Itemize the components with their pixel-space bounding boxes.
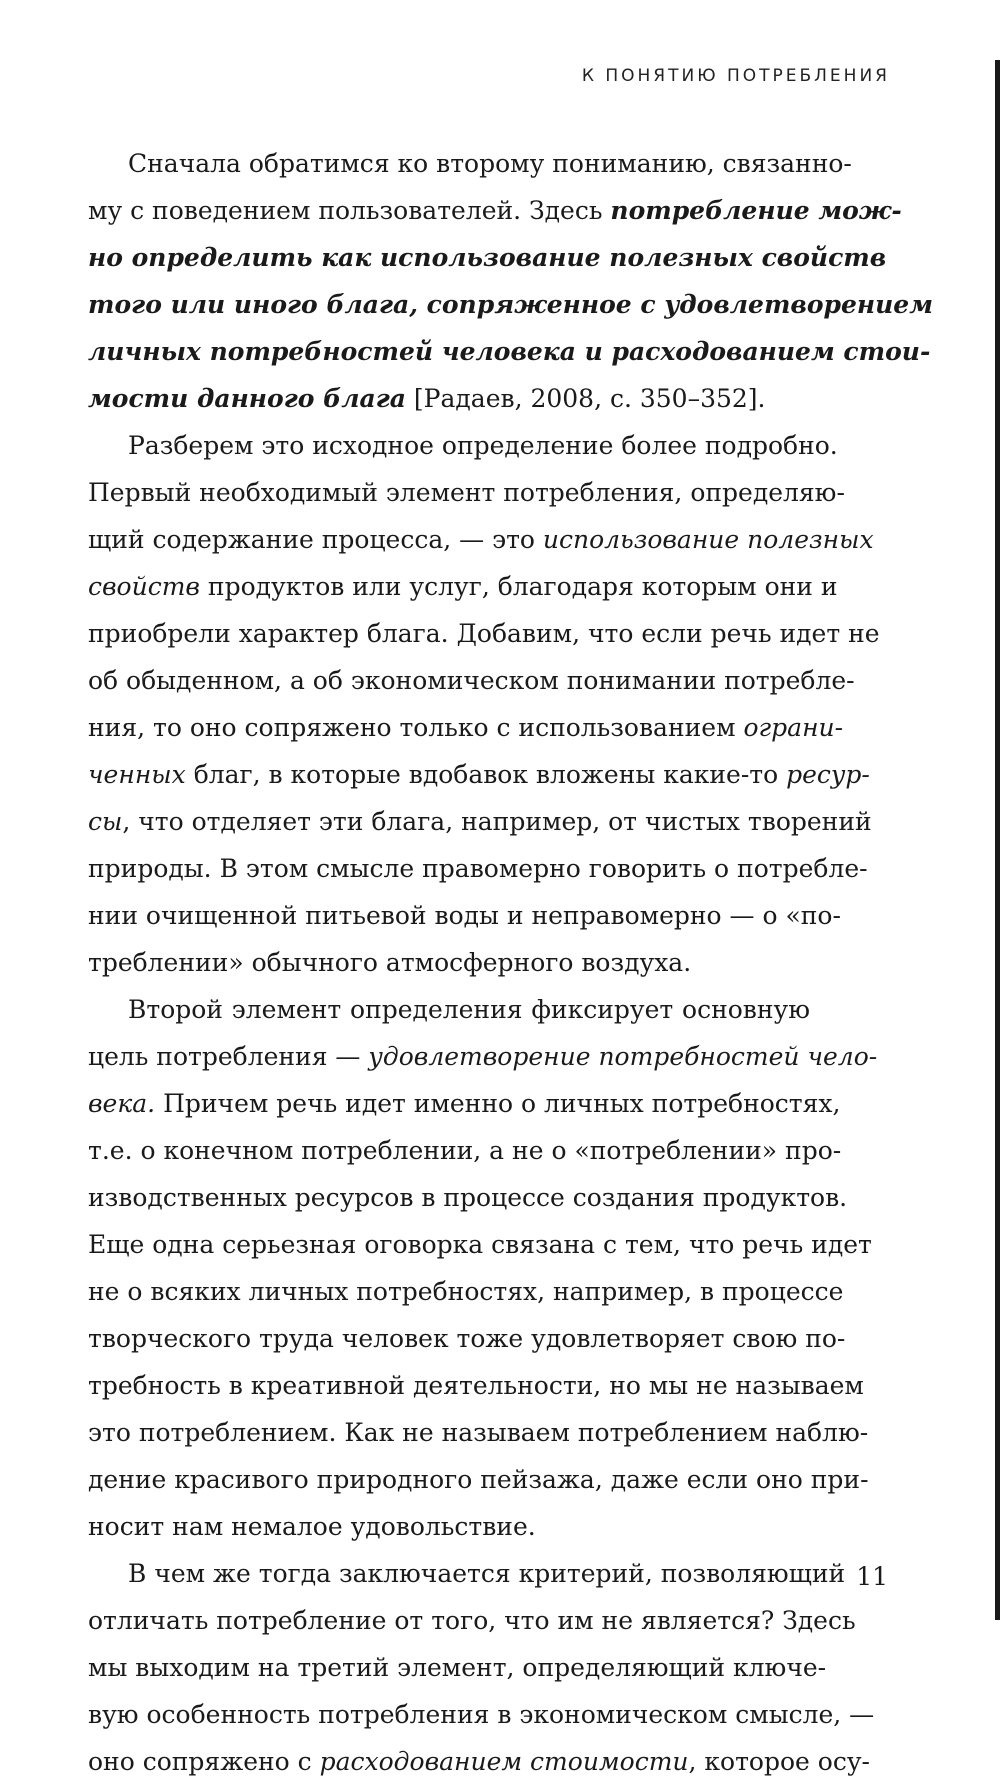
bold-italic-span: потребление мож-: [610, 196, 902, 225]
text-line: [88, 1550, 846, 1597]
page-number: 11: [856, 1562, 888, 1591]
text-span: носит нам немалое удовольствие.: [88, 1512, 536, 1541]
text-span: природы. В этом смысле правомерно говорить о потребле-: [88, 854, 868, 883]
italic-span: века.: [88, 1089, 156, 1118]
text-span: щий содержание процесса, — это: [88, 525, 543, 554]
text-line: [88, 1503, 810, 1550]
text-line: [88, 469, 845, 516]
text-line: [88, 704, 844, 751]
text-span: Еще одна серьезная оговорка связана с тем, что речь идет: [88, 1230, 872, 1259]
text-span: оно сопряжено с: [88, 1747, 320, 1776]
text-line: [88, 845, 868, 892]
text-line: [88, 1644, 827, 1691]
text-span: нии очищенной питьевой воды и неправомерно — о «по-: [88, 901, 841, 930]
text-line: [88, 516, 874, 563]
text-line: [88, 1221, 872, 1268]
text-line: [88, 1691, 875, 1738]
italic-span: ченных: [88, 760, 186, 789]
text-span: мы выходим на третий элемент, определяющий ключе-: [88, 1653, 827, 1682]
text-span: это потреблением. Как не называем потреблением наблю-: [88, 1418, 869, 1447]
italic-span: свойств: [88, 572, 200, 601]
bold-italic-span: мости данного блага: [88, 384, 406, 413]
text-line: [88, 892, 841, 939]
text-span: отличать потребление от того, что им не является? Здесь: [88, 1606, 856, 1635]
text-span: изводственных ресурсов в процессе создания продуктов.: [88, 1183, 848, 1212]
text-span: , которое осу-: [688, 1747, 870, 1776]
text-span: треблении» обычного атмосферного воздуха.: [88, 948, 692, 977]
text-line: [88, 1127, 842, 1174]
text-line: [88, 1080, 841, 1127]
text-line: [88, 1409, 869, 1456]
text-span: вую особенность потребления в экономическом смысле, —: [88, 1700, 875, 1729]
text-line: [88, 939, 810, 986]
text-span: Второй элемент определения фиксирует основную: [128, 995, 810, 1024]
text-span: цель потребления —: [88, 1042, 369, 1071]
text-line: [88, 1268, 844, 1315]
text-span: ния, то оно сопряжено только с использованием: [88, 713, 744, 742]
text-line: [88, 751, 870, 798]
text-line: [88, 281, 933, 328]
text-line: [88, 1174, 848, 1221]
text-line: [88, 563, 838, 610]
text-span: т.е. о конечном потреблении, а не о «потреблении» про-: [88, 1136, 842, 1165]
italic-span: расходованием стоимости: [319, 1747, 689, 1776]
text-line: [88, 375, 810, 422]
text-span: дение красивого природного пейзажа, даже если оно при-: [88, 1465, 869, 1494]
text-line: [88, 610, 880, 657]
italic-span: использование полезных: [542, 525, 874, 554]
text-line: [88, 657, 855, 704]
text-line: [88, 1597, 856, 1644]
italic-span: ресур-: [786, 760, 870, 789]
text-line: [88, 187, 902, 234]
text-span: В чем же тогда заключается критерий, позволяющий: [128, 1559, 846, 1588]
text-span: [Радаев, 2008, с. 350–352].: [405, 384, 766, 413]
text-line: [88, 328, 931, 375]
text-span: продуктов или услуг, благодаря которым они и: [199, 572, 838, 601]
text-line: [88, 986, 810, 1033]
italic-span: удовлетворение потребностей чело-: [368, 1042, 878, 1071]
text-line: [88, 1362, 864, 1409]
text-line: [88, 1033, 878, 1080]
text-line: [88, 422, 838, 469]
text-span: Разберем это исходное определение более подробно.: [128, 431, 838, 460]
text-span: об обыденном, а об экономическом понимании потребле-: [88, 666, 855, 695]
italic-span: ограни-: [743, 713, 844, 742]
text-line: [88, 798, 872, 845]
text-line: [88, 1738, 870, 1785]
bold-italic-span: но определить как использование полезных свойств: [88, 243, 887, 272]
text-span: приобрели характер блага. Добавим, что если речь идет не: [88, 619, 880, 648]
text-span: не о всяких личных потребностях, например, в процессе: [88, 1277, 844, 1306]
page-edge: [995, 60, 1000, 1620]
text-line: [88, 1315, 846, 1362]
italic-span: сы: [88, 807, 123, 836]
text-line: [88, 140, 852, 187]
text-span: творческого труда человек тоже удовлетворяет свою по-: [88, 1324, 846, 1353]
bold-italic-span: личных потребностей человека и расходованием стои-: [88, 337, 931, 366]
text-span: , что отделяет эти блага, например, от чистых творений: [122, 807, 872, 836]
running-head: К ПОНЯТИЮ ПОТРЕБЛЕНИЯ: [581, 66, 890, 86]
bold-italic-span: того или иного блага, сопряженное с удовлетворением: [88, 290, 933, 319]
text-span: благ, в которые вдобавок вложены какие-то: [185, 760, 787, 789]
text-span: Сначала обратимся ко второму пониманию, связанно-: [128, 149, 852, 178]
text-line: [88, 234, 887, 281]
text-span: требность в креативной деятельности, но мы не называем: [88, 1371, 864, 1400]
text-span: Первый необходимый элемент потребления, определяю-: [88, 478, 845, 507]
text-span: Причем речь идет именно о личных потребностях,: [155, 1089, 841, 1118]
text-span: му с поведением пользователей. Здесь: [88, 196, 611, 225]
text-line: [88, 1456, 869, 1503]
